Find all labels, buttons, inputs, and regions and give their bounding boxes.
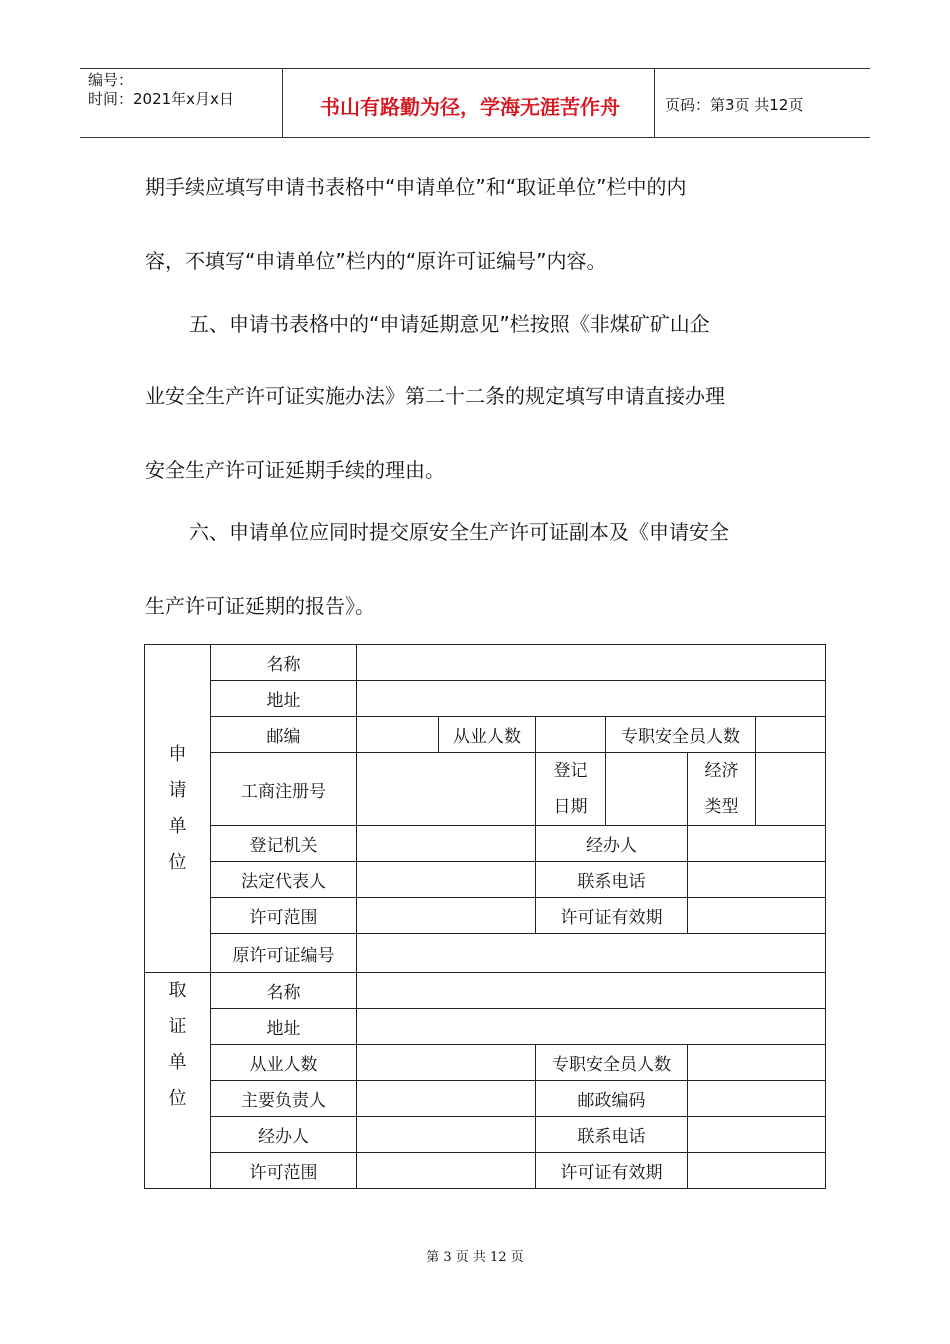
principal-label: 主要负责人: [211, 1081, 357, 1117]
license-validity-label: 许可证有效期: [536, 898, 688, 934]
econ-type-field[interactable]: [756, 753, 826, 826]
page-footer: 第 3 页 共 12 页: [426, 1250, 524, 1265]
reg-authority-field[interactable]: [357, 826, 536, 862]
employees-label: 从业人数: [211, 1045, 357, 1081]
phone-field[interactable]: [688, 862, 826, 898]
reg-date-field[interactable]: [606, 753, 688, 826]
time-label: 时间：2021年x月x日: [88, 90, 234, 108]
certifying-license-validity-field[interactable]: [688, 1153, 826, 1189]
license-scope-label: 许可范围: [211, 1153, 357, 1189]
header-divider: [654, 69, 655, 137]
legal-rep-label: 法定代表人: [211, 862, 357, 898]
license-validity-label: 许可证有效期: [536, 1153, 688, 1189]
page-header: [80, 68, 870, 138]
postcode-field[interactable]: [357, 717, 439, 753]
applicant-name-field[interactable]: [357, 645, 826, 681]
application-form-table: [144, 644, 826, 1189]
postal-code-label: 邮政编码: [536, 1081, 688, 1117]
address-label: 地址: [211, 1009, 357, 1045]
header-page-label: 页码：第3页 共12页: [665, 96, 804, 114]
orig-license-no-label: 原许可证编号: [211, 934, 357, 973]
reg-date-label-line: 登记: [553, 761, 588, 781]
certifying-name-field[interactable]: [357, 973, 826, 1009]
safety-staff-field[interactable]: [756, 717, 826, 753]
body-line: 六、申请单位应同时提交原安全生产许可证副本及《申请安全: [189, 520, 729, 544]
orig-license-no-field[interactable]: [357, 934, 826, 973]
license-scope-field[interactable]: [357, 898, 536, 934]
body-line: 五、申请书表格中的“申请延期意见”栏按照《非煤矿矿山企: [189, 312, 710, 336]
phone-label: 联系电话: [536, 862, 688, 898]
employees-label: 从业人数: [439, 717, 536, 753]
body-line: 生产许可证延期的报告》。: [145, 594, 375, 618]
employees-field[interactable]: [536, 717, 606, 753]
reg-authority-label: 登记机关: [211, 826, 357, 862]
postcode-label: 邮编: [211, 717, 357, 753]
econ-type-label-line: 经济: [704, 761, 739, 781]
license-scope-label: 许可范围: [211, 898, 357, 934]
legal-rep-field[interactable]: [357, 862, 536, 898]
doc-number-label: 编号：: [88, 71, 134, 89]
handler-field[interactable]: [688, 826, 826, 862]
certifying-address-field[interactable]: [357, 1009, 826, 1045]
header-divider: [282, 69, 283, 137]
handler-label: 经办人: [211, 1117, 357, 1153]
principal-field[interactable]: [357, 1081, 536, 1117]
certifying-section-label: 取证单位: [145, 973, 211, 1189]
safety-staff-label: 专职安全员人数: [606, 717, 756, 753]
name-label: 名称: [211, 973, 357, 1009]
name-label: 名称: [211, 645, 357, 681]
address-label: 地址: [211, 681, 357, 717]
body-line: 期手续应填写申请书表格中“申请单位”和“取证单位”栏中的内: [145, 175, 687, 199]
body-line: 业安全生产许可证实施办法》第二十二条的规定填写申请直接办理: [145, 384, 725, 408]
postal-code-field[interactable]: [688, 1081, 826, 1117]
header-motto: 书山有路勤为径，学海无涯苦作舟: [320, 95, 620, 119]
handler-label: 经办人: [536, 826, 688, 862]
certifying-phone-field[interactable]: [688, 1117, 826, 1153]
body-line: 容，不填写“申请单位”栏内的“原许可证编号”内容。: [145, 249, 607, 273]
econ-type-label: [688, 753, 756, 826]
reg-date-label: [536, 753, 606, 826]
license-validity-field[interactable]: [688, 898, 826, 934]
econ-type-label-line: 类型: [704, 797, 739, 817]
business-reg-no-label: 工商注册号: [211, 753, 357, 826]
applicant-address-field[interactable]: [357, 681, 826, 717]
certifying-license-scope-field[interactable]: [357, 1153, 536, 1189]
header-meta: [88, 71, 234, 109]
applicant-section-label: 申请单位: [145, 645, 211, 973]
certifying-handler-field[interactable]: [357, 1117, 536, 1153]
business-reg-no-field[interactable]: [357, 753, 536, 826]
phone-label: 联系电话: [536, 1117, 688, 1153]
safety-staff-label: 专职安全员人数: [536, 1045, 688, 1081]
certifying-employees-field[interactable]: [357, 1045, 536, 1081]
reg-date-label-line: 日期: [553, 797, 588, 817]
body-line: 安全生产许可证延期手续的理由。: [145, 458, 445, 482]
certifying-safety-staff-field[interactable]: [688, 1045, 826, 1081]
